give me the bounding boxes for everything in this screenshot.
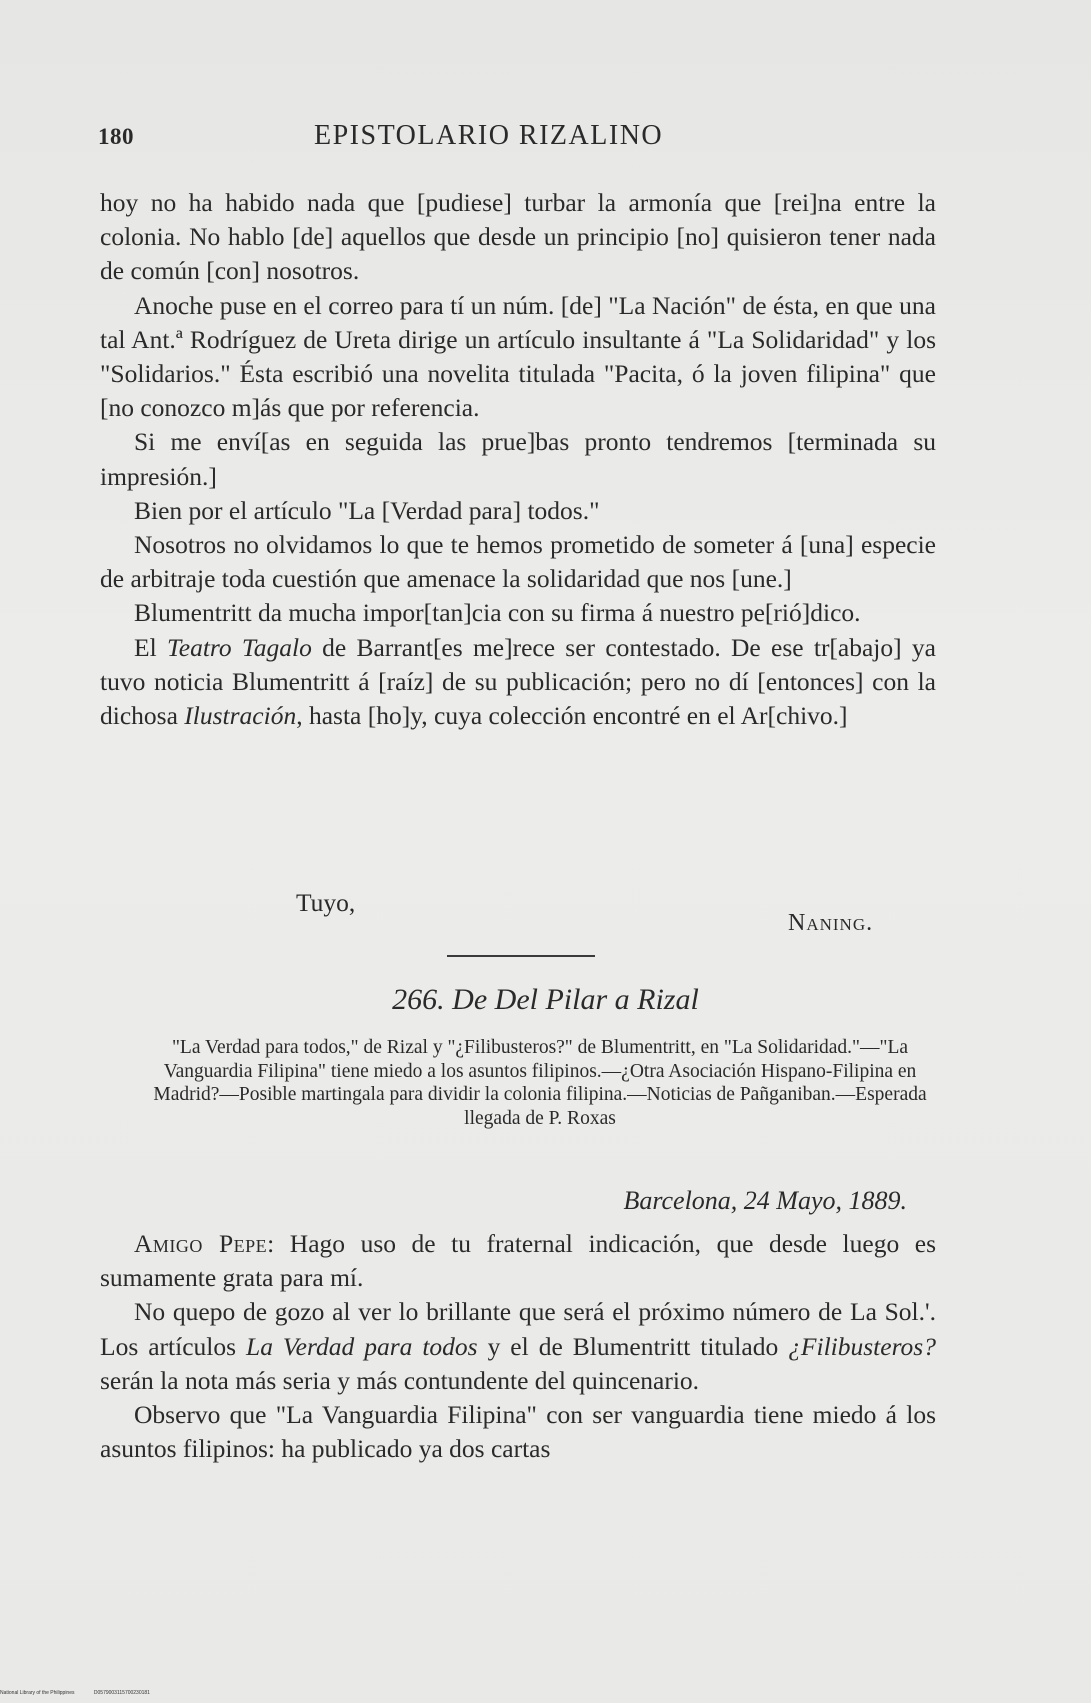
text-run: de Barrant[es me]rece ser contestado. De ese tr[abajo] ya tuvo noticia Blumentritt á [raíz] de su publicación; pero no dí [entonces] con la dichosa — [100, 632, 936, 731]
text-run: serán la nota más seria y más contundente del quincenario. — [100, 1365, 700, 1395]
scan-footer — [0, 1690, 168, 1696]
page-header — [98, 120, 928, 164]
letter-body — [100, 1227, 936, 1466]
footer-institution: National Library of the Philippines — [0, 1690, 75, 1696]
italic-title: ¿Filibusteros? — [788, 1331, 936, 1361]
paragraph: Bien por el artículo "La [Verdad para] todos." — [134, 495, 600, 525]
paragraph-teatro — [100, 631, 936, 734]
paragraph: Anoche puse en el correo para tí un núm. [de] "La Nación" de ésta, en que una tal Ant.ª Rodríguez de Ureta dirige un artículo insultante á "La Solidaridad" y los "Solidarios." Ésta escribió una novelita titulada "Pacita, ó la joven filipina" que [no conozco m]ás que por referencia. — [100, 290, 936, 423]
paragraph: hoy no ha habido nada que [pudiese] turbar la armonía que [rei]na entre la colonia. No hablo [de] aquellos que desde un principio [no] quisieron tener nada de común [con] nosotros. — [100, 188, 936, 286]
italic-title: La Verdad para todos — [246, 1331, 478, 1361]
paragraph — [100, 1295, 936, 1398]
text-run: , hasta [ho]y, cuya colección encontré en el Ar[chivo.] — [296, 701, 848, 731]
footer-code: D0579003115700230181 — [93, 1690, 150, 1696]
closing: Tuyo, — [296, 888, 356, 917]
text-run: No quepo de gozo al ver lo brillante que será el próximo número de La Sol.'. Los artículos — [100, 1297, 936, 1361]
running-head: EPISTOLARIO RIZALINO — [314, 120, 664, 151]
paragraph: Observo que "La Vanguardia Filipina" con ser vanguardia tiene miedo á los asuntos filipinos: ha publicado ya dos cartas — [100, 1400, 936, 1464]
text-run: : Hago uso de tu fraternal indicación, que desde luego es sumamente grata para mí. — [100, 1229, 936, 1293]
dateline: Barcelona, 24 Mayo, 1889. — [623, 1186, 907, 1215]
text-run: y el de Blumentritt titulado — [477, 1331, 789, 1361]
text-run: El — [134, 632, 167, 662]
paragraph-salutation — [100, 1227, 936, 1295]
salutation: Amigo Pepe — [134, 1229, 268, 1258]
signature: Naning. — [788, 910, 874, 936]
section-divider — [447, 955, 595, 957]
letter-title: 266. De Del Pilar a Rizal — [392, 983, 699, 1016]
paragraph: Blumentritt da mucha impor[tan]cia con su firma á nuestro pe[rió]dico. — [134, 598, 861, 628]
italic-title: Ilustración — [184, 701, 297, 731]
page-number: 180 — [98, 124, 134, 149]
italic-title: Teatro Tagalo — [166, 632, 312, 662]
paragraph: Si me enví[as en seguida las prue]bas pronto tendremos [terminada su impresión.] — [100, 427, 936, 491]
letter-body-continued — [100, 186, 936, 733]
paragraph: Nosotros no olvidamos lo que te hemos prometido de someter á [una] especie de arbitraje toda cuestión que amenace la solidaridad que nos [une.] — [100, 530, 936, 594]
letter-summary: "La Verdad para todos," de Rizal y "¿Filibusteros?" de Blumentritt, en "La Solidaridad."—"La Vanguardia Filipina" tiene miedo a los asuntos filipinos.—¿Otra Asociación Hispano-Filipina en Madrid?—Posible martingala para dividir la colonia filipina.—Noticias de Pañganiban.—Esperada llegada de P. Roxas — [153, 1037, 927, 1129]
